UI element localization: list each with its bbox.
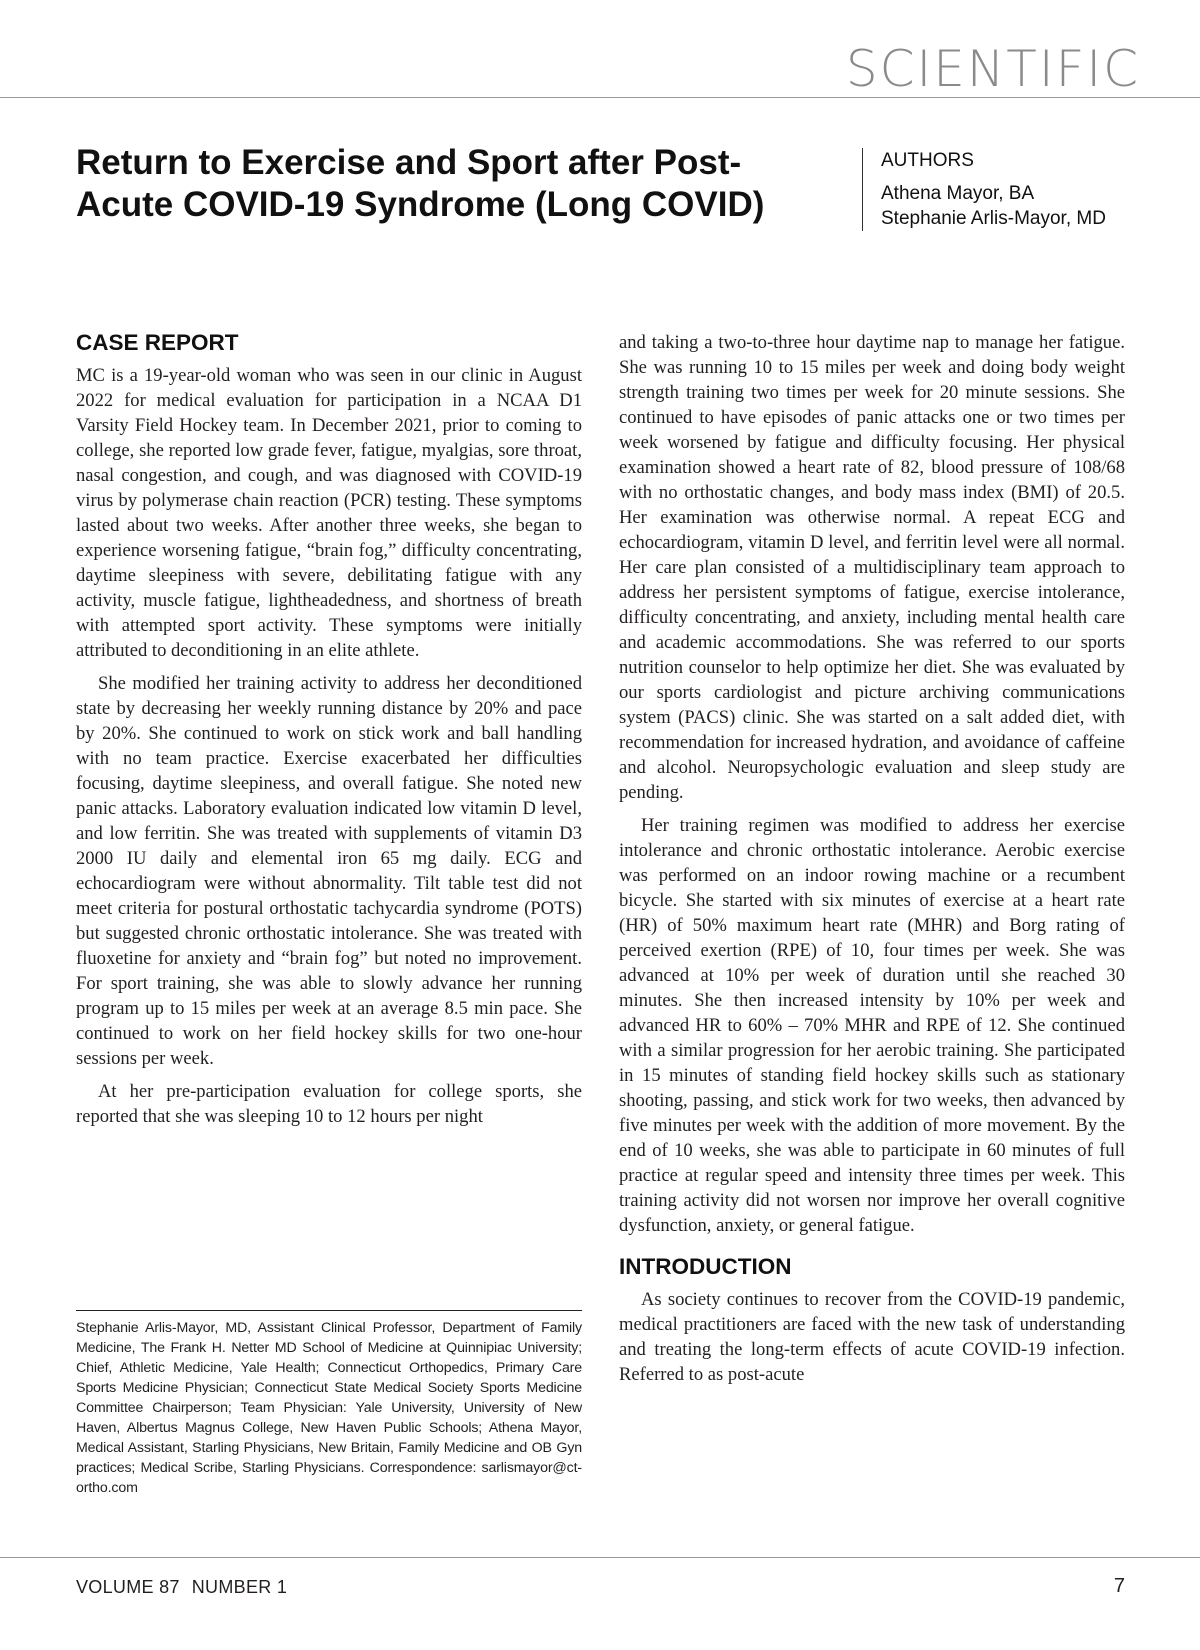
authors-heading: AUTHORS: [881, 150, 974, 171]
article-title: Return to Exercise and Sport after Post-Acute COVID-19 Syndrome (Long COVID): [76, 143, 765, 224]
footnote-rule: [76, 1310, 582, 1311]
author-affiliations-footnote: Stephanie Arlis-Mayor, MD, Assistant Clinical Professor, Department of Family Medicine, The Frank H. Netter MD School of Medicine at Quinnipiac University; Chief, Athletic Medicine, Yale Health; Connecticut Orthopedics, Primary Care Sports Medicine Physician; Connecticut State Medical Society Sports Medicine Committee Chairperson; Team Physician: Yale University, University of New Haven, Albertus Magnus College, New Haven Public Schools; Athena Mayor, Medical Assistant, Starling Physicians, New Britain, Family Medicine and OB Gyn practices; Medical Scribe, Starling Physicians. Correspondence: sarlismayor@ct-ortho.com: [76, 1320, 582, 1496]
page-number: 7: [1113, 1575, 1125, 1597]
case-report-heading: CASE REPORT: [76, 330, 239, 355]
authors-block: [862, 148, 1162, 231]
author-name: Athena Mayor, BA: [881, 183, 1035, 204]
body-paragraph: Her training regimen was modified to address her exercise intolerance and chronic orthostatic intolerance. Aerobic exercise was performed on an indoor rowing machine or a recumbent bicycle. She started with six minutes of exercise at a heart rate (HR) of 50% maximum heart rate (MHR) and Borg rating of perceived exertion (RPE) of 10, four times per week. She was advanced at 10% per week of duration until she reached 30 minutes. She then increased intensity by 10% per week and advanced HR to 60% – 70% MHR and RPE of 12. She continued with a similar progression for her aerobic training. She participated in 15 minutes of standing field hockey skills such as stationary shooting, passing, and stick work for two weeks, then advanced by five minutes per week with the addition of more movement. By the end of 10 weeks, she was able to participate in 60 minutes of full practice at regular speed and intensity three times per week. This training activity did not worsen nor improve her overall cognitive dysfunction, anxiety, or general fatigue.: [619, 815, 1125, 1236]
footer-rule: [0, 1557, 1200, 1558]
body-paragraph: At her pre-participation evaluation for college sports, she reported that she was sleeping 10 to 12 hours per night: [76, 1081, 582, 1127]
body-paragraph: MC is a 19-year-old woman who was seen in our clinic in August 2022 for medical evaluation for participation in a NCAA D1 Varsity Field Hockey team. In December 2021, prior to coming to college, she reported low grade fever, fatigue, myalgias, sore throat, nasal congestion, and cough, and was diagnosed with COVID-19 virus by polymerase chain reaction (PCR) testing. These symptoms lasted about two weeks. After another three weeks, she began to experience worsening fatigue, “brain fog,” difficulty concentrating, daytime sleepiness with severe, debilitating fatigue with any activity, muscle fatigue, lightheadedness, and shortness of breath with attempted sport activity. These symptoms were initially attributed to deconditioning in an elite athlete.: [76, 365, 582, 661]
section-label: SCIENTIFIC: [845, 40, 1140, 98]
header-rule: [0, 97, 1200, 98]
issue-number: NUMBER 1: [191, 1577, 288, 1597]
left-column: [76, 330, 582, 1129]
introduction-heading: INTRODUCTION: [619, 1254, 792, 1279]
author-name: Stephanie Arlis-Mayor, MD: [881, 208, 1106, 229]
volume-label: VOLUME 87: [76, 1577, 180, 1597]
volume-info: [76, 1576, 287, 1598]
body-paragraph: She modified her training activity to address her deconditioned state by decreasing her weekly running distance by 20% and pace by 20%. She continued to work on stick work and ball handling with no team practice. Exercise exacerbated her difficulties focusing, daytime sleepiness, and overall fatigue. She noted new panic attacks. Laboratory evaluation indicated low vitamin D level, and low ferritin. She was treated with supplements of vitamin D3 2000 IU daily and elemental iron 65 mg daily. ECG and echocardiogram were without abnormality. Tilt table test did not meet criteria for postural orthostatic tachycardia syndrome (POTS) but suggested chronic orthostatic intolerance. She was treated with fluoxetine for anxiety and “brain fog” but noted no improvement. For sport training, she was able to slowly advance her running program up to 15 miles per week at an average 8.5 min pace. She continued to work on her field hockey skills for two one-hour sessions per week.: [76, 673, 582, 1069]
right-column: [619, 330, 1125, 1387]
body-paragraph: and taking a two-to-three hour daytime nap to manage her fatigue. She was running 10 to 15 miles per week and doing body weight strength training two times per week for 20 minute sessions. She continued to have episodes of panic attacks one or two times per week worsened by fatigue and difficulty focusing. Her physical examination showed a heart rate of 82, blood pressure of 108/68 with no orthostatic changes, and body mass index (BMI) of 20.5. Her examination was otherwise normal. A repeat ECG and echocardiogram, vitamin D level, and ferritin level were all normal. Her care plan consisted of a multidisciplinary team approach to address her persistent symptoms of fatigue, exercise intolerance, difficulty concentrating, and anxiety, including mental health care and academic accommodations. She was referred to our sports nutrition counselor to help optimize her diet. She was evaluated by our sports cardiologist and picture archiving communications system (PACS) clinic. She was started on a salt added diet, with recommendation for increased hydration, and avoidance of caffeine and alcohol. Neuropsychologic evaluation and sleep study are pending.: [619, 332, 1125, 803]
body-paragraph: As society continues to recover from the COVID-19 pandemic, medical practitioners are faced with the new task of understanding and treating the long-term effects of acute COVID-19 infection. Referred to as post-acute: [619, 1289, 1125, 1385]
